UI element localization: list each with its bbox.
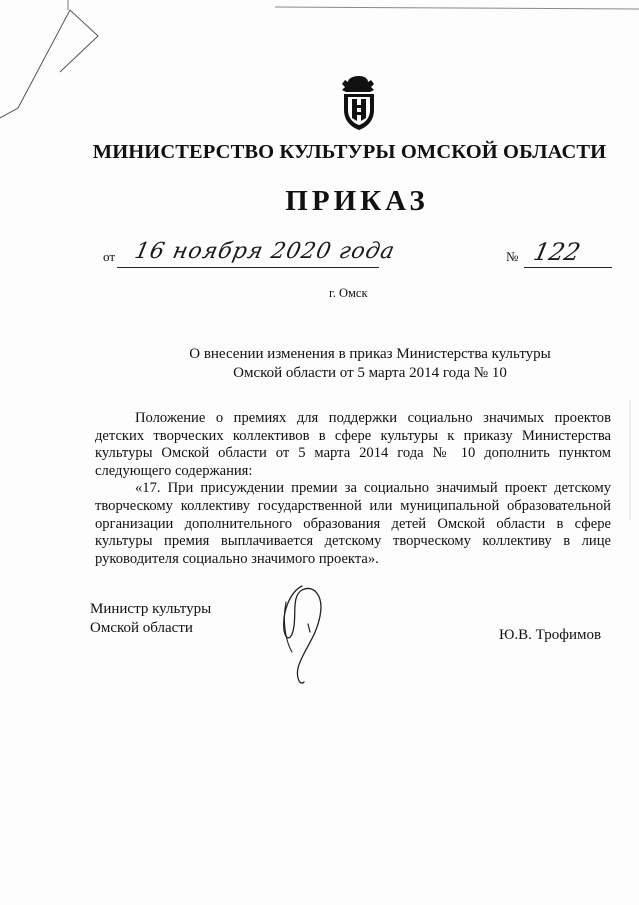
number-underline — [524, 267, 612, 268]
coat-of-arms-icon — [338, 74, 380, 132]
handwritten-number: 122 — [531, 238, 583, 266]
signer-position-line-1: Министр культуры — [90, 601, 212, 617]
signer-position — [90, 600, 211, 638]
subject-line-1: О внесении изменения в приказ Министерства культуры — [189, 346, 551, 362]
number-sign: № — [506, 249, 519, 264]
handwritten-date: 16 ноября 2020 года — [132, 239, 398, 264]
signer-position-line-2: Омской области — [90, 620, 193, 636]
subject-line-2: Омской области от 5 марта 2014 года № 10 — [233, 365, 507, 381]
body-paragraph-2: «17. При присуждении премии за социально значимый проект детскому творческому коллективу государственной или муниципальной образовательной организации дополнительного образования детей Омской области в сфере культуры премия выплачивается детскому творческому коллективу в лице руководителя социально значимого проекта». — [95, 480, 611, 567]
body-paragraph-1: Положение о премиях для поддержки социально значимых проектов детских творческих коллективов в сфере культуры к приказу Министерства культуры Омской области от 5 марта 2014 года № 10 дополнить пунктом следующего содержания: — [95, 410, 611, 479]
date-prefix: от — [103, 249, 116, 264]
ministry-name: МИНИСТЕРСТВО КУЛЬТУРЫ ОМСКОЙ ОБЛАСТИ — [92, 141, 607, 163]
date-underline — [117, 267, 379, 268]
handwritten-signature — [262, 582, 342, 692]
order-subject — [110, 345, 630, 383]
order-body — [95, 410, 611, 568]
city: г. Омск — [329, 286, 368, 300]
document-type-title: ПРИКАЗ — [285, 185, 429, 217]
signer-name: Ю.В. Трофимов — [499, 627, 602, 643]
